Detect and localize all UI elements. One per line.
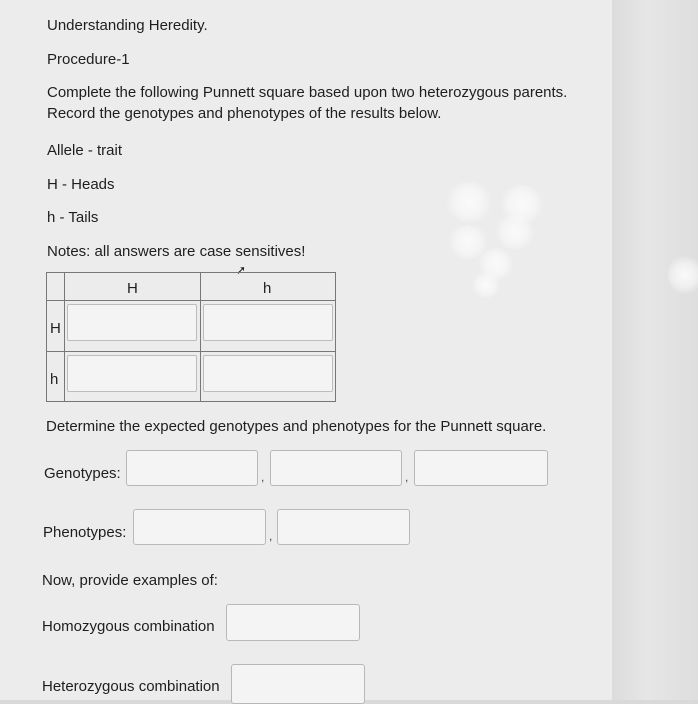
table-divider	[64, 273, 65, 401]
punnett-row-header: H	[50, 320, 61, 337]
determine-instruction: Determine the expected genotypes and phenotypes for the Punnett square.	[46, 418, 547, 435]
screen-glare	[668, 255, 698, 295]
separator: ,	[269, 529, 273, 543]
phenotype-input-1[interactable]	[133, 509, 266, 545]
table-divider	[47, 300, 335, 301]
notes-text: Notes: all answers are case sensitives!	[47, 243, 306, 260]
genotype-input-3[interactable]	[414, 450, 548, 486]
instruction-line-1: Complete the following Punnett square based upon two heterozygous parents.	[47, 84, 568, 101]
mouse-cursor-icon: ➚	[236, 263, 247, 277]
phenotype-input-2[interactable]	[277, 509, 410, 545]
allele-trait-header: Allele - trait	[47, 142, 123, 159]
table-divider	[47, 351, 335, 352]
heterozygous-input[interactable]	[231, 664, 365, 704]
allele-tails: h - Tails	[47, 209, 99, 226]
punnett-cell-HH[interactable]	[67, 304, 197, 341]
table-divider	[200, 273, 201, 401]
punnett-cell-Hh[interactable]	[203, 304, 333, 341]
screen-glare	[495, 215, 535, 249]
screen-glare	[472, 272, 500, 298]
instruction-line-2: Record the genotypes and phenotypes of the results below.	[47, 105, 442, 122]
monitor-bezel	[612, 0, 698, 700]
punnett-col-header: h	[263, 280, 272, 297]
genotypes-label: Genotypes:	[44, 465, 121, 482]
homozygous-input[interactable]	[226, 604, 360, 641]
punnett-cell-hh[interactable]	[203, 355, 333, 392]
punnett-cell-hH[interactable]	[67, 355, 197, 392]
punnett-row-header: h	[50, 371, 59, 388]
examples-prompt: Now, provide examples of:	[42, 572, 218, 589]
separator: ,	[405, 470, 409, 484]
page-title: Understanding Heredity.	[47, 17, 208, 34]
genotype-input-1[interactable]	[126, 450, 258, 486]
procedure-label: Procedure-1	[47, 51, 130, 68]
punnett-square	[46, 272, 336, 402]
phenotypes-label: Phenotypes:	[43, 524, 127, 541]
screen-glare	[445, 182, 493, 222]
homozygous-label: Homozygous combination	[42, 618, 215, 635]
genotype-input-2[interactable]	[270, 450, 402, 486]
punnett-col-header: H	[127, 280, 138, 297]
allele-heads: H - Heads	[47, 176, 115, 193]
separator: ,	[261, 470, 265, 484]
heterozygous-label: Heterozygous combination	[42, 678, 220, 695]
